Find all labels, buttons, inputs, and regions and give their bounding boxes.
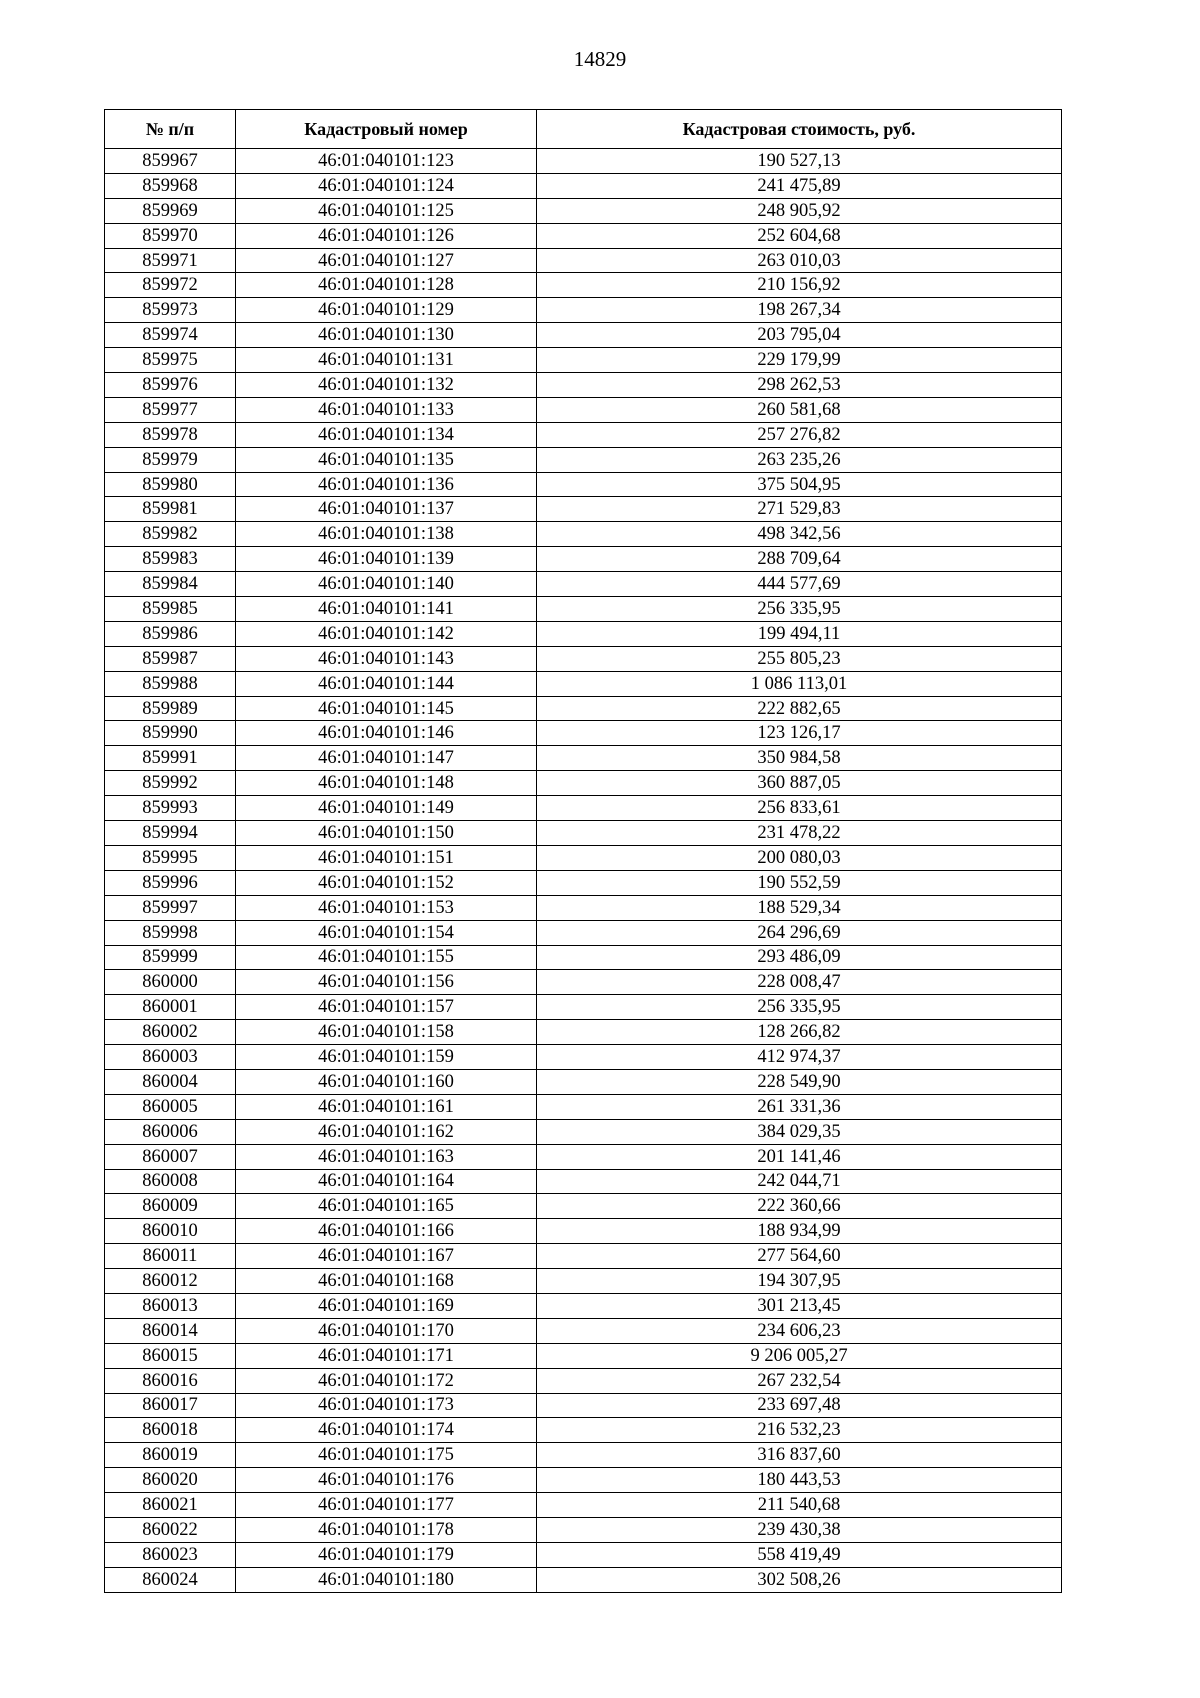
cadastral-number-cell: 46:01:040101:173 <box>236 1393 537 1418</box>
table-row <box>105 1368 1062 1393</box>
table-row <box>105 1069 1062 1094</box>
row-number-cell: 859968 <box>105 173 236 198</box>
row-number-cell: 859976 <box>105 373 236 398</box>
table-row <box>105 970 1062 995</box>
row-number-cell: 859993 <box>105 796 236 821</box>
table-row <box>105 1468 1062 1493</box>
row-number-cell: 859979 <box>105 447 236 472</box>
cadastral-value-cell: 239 430,38 <box>537 1517 1062 1542</box>
cadastral-value-cell: 188 934,99 <box>537 1219 1062 1244</box>
cadastral-number-cell: 46:01:040101:170 <box>236 1318 537 1343</box>
cadastral-number-cell: 46:01:040101:143 <box>236 646 537 671</box>
table-row <box>105 1418 1062 1443</box>
row-number-cell: 859995 <box>105 845 236 870</box>
row-number-cell: 859986 <box>105 621 236 646</box>
table-row <box>105 1443 1062 1468</box>
row-number-cell: 860022 <box>105 1517 236 1542</box>
cadastral-number-cell: 46:01:040101:140 <box>236 572 537 597</box>
cadastral-value-cell: 216 532,23 <box>537 1418 1062 1443</box>
cadastral-value-cell: 384 029,35 <box>537 1119 1062 1144</box>
cadastral-number-cell: 46:01:040101:171 <box>236 1343 537 1368</box>
cadastral-value-cell: 412 974,37 <box>537 1045 1062 1070</box>
table-row <box>105 870 1062 895</box>
cadastral-value-cell: 233 697,48 <box>537 1393 1062 1418</box>
page-number: 14829 <box>573 47 627 71</box>
cadastral-value-cell: 267 232,54 <box>537 1368 1062 1393</box>
table-row <box>105 397 1062 422</box>
cadastral-number-cell: 46:01:040101:153 <box>236 895 537 920</box>
cadastral-value-cell: 210 156,92 <box>537 273 1062 298</box>
row-number-cell: 860020 <box>105 1468 236 1493</box>
cadastral-number-cell: 46:01:040101:150 <box>236 821 537 846</box>
row-number-cell: 860012 <box>105 1269 236 1294</box>
cadastral-number-cell: 46:01:040101:126 <box>236 223 537 248</box>
row-number-cell: 859980 <box>105 472 236 497</box>
table-row <box>105 671 1062 696</box>
row-number-cell: 859998 <box>105 920 236 945</box>
table-header-row <box>105 110 1062 149</box>
cadastral-value-cell: 188 529,34 <box>537 895 1062 920</box>
cadastral-value-cell: 1 086 113,01 <box>537 671 1062 696</box>
cadastral-value-cell: 9 206 005,27 <box>537 1343 1062 1368</box>
row-number-cell: 860018 <box>105 1418 236 1443</box>
table-row <box>105 895 1062 920</box>
cadastral-value-cell: 128 266,82 <box>537 1020 1062 1045</box>
cadastral-number-cell: 46:01:040101:177 <box>236 1493 537 1518</box>
cadastral-value-cell: 200 080,03 <box>537 845 1062 870</box>
cadastral-value-cell: 263 010,03 <box>537 248 1062 273</box>
cadastral-number-cell: 46:01:040101:144 <box>236 671 537 696</box>
table-row <box>105 273 1062 298</box>
row-number-cell: 859996 <box>105 870 236 895</box>
row-number-cell: 859981 <box>105 497 236 522</box>
cadastral-value-cell: 260 581,68 <box>537 397 1062 422</box>
table-row <box>105 1517 1062 1542</box>
table-row <box>105 547 1062 572</box>
cadastral-value-cell: 201 141,46 <box>537 1144 1062 1169</box>
cadastral-number-cell: 46:01:040101:154 <box>236 920 537 945</box>
cadastral-value-cell: 228 008,47 <box>537 970 1062 995</box>
row-number-cell: 860005 <box>105 1094 236 1119</box>
cadastral-value-cell: 123 126,17 <box>537 721 1062 746</box>
row-number-cell: 859967 <box>105 149 236 174</box>
row-number-cell: 860011 <box>105 1244 236 1269</box>
cadastral-value-cell: 229 179,99 <box>537 348 1062 373</box>
table-row <box>105 497 1062 522</box>
cadastral-value-cell: 271 529,83 <box>537 497 1062 522</box>
row-number-cell: 860001 <box>105 995 236 1020</box>
cadastral-number-cell: 46:01:040101:139 <box>236 547 537 572</box>
row-number-cell: 859992 <box>105 771 236 796</box>
cadastral-value-cell: 228 549,90 <box>537 1069 1062 1094</box>
table-row <box>105 1393 1062 1418</box>
row-number-cell: 859991 <box>105 746 236 771</box>
cadastral-number-cell: 46:01:040101:174 <box>236 1418 537 1443</box>
cadastral-number-cell: 46:01:040101:164 <box>236 1169 537 1194</box>
cadastral-number-cell: 46:01:040101:132 <box>236 373 537 398</box>
cadastral-number-cell: 46:01:040101:157 <box>236 995 537 1020</box>
cadastral-value-cell: 293 486,09 <box>537 945 1062 970</box>
table-row <box>105 597 1062 622</box>
table-row <box>105 1542 1062 1567</box>
cadastral-value-cell: 350 984,58 <box>537 746 1062 771</box>
row-number-cell: 859972 <box>105 273 236 298</box>
table-row <box>105 422 1062 447</box>
cadastral-number-cell: 46:01:040101:179 <box>236 1542 537 1567</box>
cadastral-number-cell: 46:01:040101:168 <box>236 1269 537 1294</box>
cadastral-number-cell: 46:01:040101:124 <box>236 173 537 198</box>
row-number-cell: 859977 <box>105 397 236 422</box>
cadastral-number-cell: 46:01:040101:148 <box>236 771 537 796</box>
row-number-cell: 860015 <box>105 1343 236 1368</box>
table-row <box>105 1194 1062 1219</box>
cadastral-value-cell: 261 331,36 <box>537 1094 1062 1119</box>
cadastral-value-cell: 256 335,95 <box>537 995 1062 1020</box>
table-row <box>105 845 1062 870</box>
table-row <box>105 1493 1062 1518</box>
cadastral-value-cell: 222 882,65 <box>537 696 1062 721</box>
table-row <box>105 1169 1062 1194</box>
row-number-cell: 860023 <box>105 1542 236 1567</box>
cadastral-value-cell: 241 475,89 <box>537 173 1062 198</box>
cadastral-value-cell: 264 296,69 <box>537 920 1062 945</box>
cadastral-value-cell: 375 504,95 <box>537 472 1062 497</box>
cadastral-value-cell: 498 342,56 <box>537 522 1062 547</box>
cadastral-number-cell: 46:01:040101:136 <box>236 472 537 497</box>
cadastral-value-cell: 301 213,45 <box>537 1293 1062 1318</box>
row-number-cell: 860003 <box>105 1045 236 1070</box>
cadastral-value-cell: 190 527,13 <box>537 149 1062 174</box>
cadastral-number-cell: 46:01:040101:178 <box>236 1517 537 1542</box>
row-number-cell: 860004 <box>105 1069 236 1094</box>
row-number-cell: 859978 <box>105 422 236 447</box>
cadastral-value-cell: 277 564,60 <box>537 1244 1062 1269</box>
header-cadastral-value: Кадастровая стоимость, руб. <box>537 110 1062 149</box>
cadastral-number-cell: 46:01:040101:162 <box>236 1119 537 1144</box>
table-row <box>105 522 1062 547</box>
cadastral-number-cell: 46:01:040101:158 <box>236 1020 537 1045</box>
row-number-cell: 860021 <box>105 1493 236 1518</box>
row-number-cell: 859970 <box>105 223 236 248</box>
cadastral-number-cell: 46:01:040101:172 <box>236 1368 537 1393</box>
cadastral-number-cell: 46:01:040101:152 <box>236 870 537 895</box>
table-row <box>105 373 1062 398</box>
table-row <box>105 298 1062 323</box>
cadastral-value-cell: 194 307,95 <box>537 1269 1062 1294</box>
cadastral-value-cell: 263 235,26 <box>537 447 1062 472</box>
table-row <box>105 572 1062 597</box>
row-number-cell: 860016 <box>105 1368 236 1393</box>
row-number-cell: 860014 <box>105 1318 236 1343</box>
table-row <box>105 746 1062 771</box>
table-row <box>105 771 1062 796</box>
cadastral-number-cell: 46:01:040101:165 <box>236 1194 537 1219</box>
cadastral-value-cell: 180 443,53 <box>537 1468 1062 1493</box>
cadastral-number-cell: 46:01:040101:129 <box>236 298 537 323</box>
cadastral-value-cell: 242 044,71 <box>537 1169 1062 1194</box>
header-cadastral-number: Кадастровый номер <box>236 110 537 149</box>
table-row <box>105 348 1062 373</box>
table-row <box>105 447 1062 472</box>
cadastral-value-cell: 444 577,69 <box>537 572 1062 597</box>
table-row <box>105 223 1062 248</box>
table-row <box>105 1318 1062 1343</box>
cadastral-value-cell: 316 837,60 <box>537 1443 1062 1468</box>
table-row <box>105 721 1062 746</box>
table-row <box>105 173 1062 198</box>
row-number-cell: 859990 <box>105 721 236 746</box>
cadastral-number-cell: 46:01:040101:123 <box>236 149 537 174</box>
cadastral-number-cell: 46:01:040101:147 <box>236 746 537 771</box>
cadastral-number-cell: 46:01:040101:151 <box>236 845 537 870</box>
cadastral-number-cell: 46:01:040101:169 <box>236 1293 537 1318</box>
table-row <box>105 472 1062 497</box>
cadastral-value-cell: 288 709,64 <box>537 547 1062 572</box>
row-number-cell: 860002 <box>105 1020 236 1045</box>
cadastral-value-cell: 256 335,95 <box>537 597 1062 622</box>
table-row <box>105 646 1062 671</box>
table-row <box>105 1020 1062 1045</box>
cadastral-value-cell: 252 604,68 <box>537 223 1062 248</box>
table-row <box>105 198 1062 223</box>
cadastral-number-cell: 46:01:040101:146 <box>236 721 537 746</box>
cadastral-value-cell: 231 478,22 <box>537 821 1062 846</box>
cadastral-number-cell: 46:01:040101:138 <box>236 522 537 547</box>
row-number-cell: 859984 <box>105 572 236 597</box>
cadastral-value-cell: 558 419,49 <box>537 1542 1062 1567</box>
cadastral-value-cell: 222 360,66 <box>537 1194 1062 1219</box>
cadastral-value-cell: 360 887,05 <box>537 771 1062 796</box>
row-number-cell: 859982 <box>105 522 236 547</box>
table-row <box>105 1119 1062 1144</box>
row-number-cell: 859974 <box>105 323 236 348</box>
cadastral-value-cell: 256 833,61 <box>537 796 1062 821</box>
cadastral-number-cell: 46:01:040101:127 <box>236 248 537 273</box>
row-number-cell: 860008 <box>105 1169 236 1194</box>
cadastral-number-cell: 46:01:040101:155 <box>236 945 537 970</box>
cadastral-value-cell: 203 795,04 <box>537 323 1062 348</box>
cadastral-value-table <box>104 109 1062 1593</box>
row-number-cell: 859975 <box>105 348 236 373</box>
table-row <box>105 945 1062 970</box>
cadastral-number-cell: 46:01:040101:135 <box>236 447 537 472</box>
cadastral-number-cell: 46:01:040101:163 <box>236 1144 537 1169</box>
cadastral-number-cell: 46:01:040101:133 <box>236 397 537 422</box>
table-row <box>105 149 1062 174</box>
cadastral-number-cell: 46:01:040101:166 <box>236 1219 537 1244</box>
table-row <box>105 248 1062 273</box>
cadastral-number-cell: 46:01:040101:159 <box>236 1045 537 1070</box>
cadastral-value-cell: 255 805,23 <box>537 646 1062 671</box>
table-row <box>105 1343 1062 1368</box>
row-number-cell: 859983 <box>105 547 236 572</box>
cadastral-number-cell: 46:01:040101:145 <box>236 696 537 721</box>
table-row <box>105 1144 1062 1169</box>
cadastral-value-cell: 248 905,92 <box>537 198 1062 223</box>
row-number-cell: 859988 <box>105 671 236 696</box>
cadastral-value-cell: 302 508,26 <box>537 1567 1062 1592</box>
row-number-cell: 859973 <box>105 298 236 323</box>
row-number-cell: 860013 <box>105 1293 236 1318</box>
table-row <box>105 1219 1062 1244</box>
row-number-cell: 860009 <box>105 1194 236 1219</box>
row-number-cell: 860024 <box>105 1567 236 1592</box>
row-number-cell: 860007 <box>105 1144 236 1169</box>
cadastral-number-cell: 46:01:040101:142 <box>236 621 537 646</box>
table-row <box>105 1094 1062 1119</box>
table-row <box>105 1244 1062 1269</box>
cadastral-number-cell: 46:01:040101:137 <box>236 497 537 522</box>
cadastral-number-cell: 46:01:040101:149 <box>236 796 537 821</box>
table-row <box>105 621 1062 646</box>
row-number-cell: 859987 <box>105 646 236 671</box>
row-number-cell: 860006 <box>105 1119 236 1144</box>
cadastral-number-cell: 46:01:040101:176 <box>236 1468 537 1493</box>
cadastral-number-cell: 46:01:040101:131 <box>236 348 537 373</box>
row-number-cell: 859997 <box>105 895 236 920</box>
table-row <box>105 821 1062 846</box>
cadastral-value-cell: 211 540,68 <box>537 1493 1062 1518</box>
row-number-cell: 859989 <box>105 696 236 721</box>
cadastral-value-cell: 199 494,11 <box>537 621 1062 646</box>
cadastral-number-cell: 46:01:040101:125 <box>236 198 537 223</box>
cadastral-number-cell: 46:01:040101:134 <box>236 422 537 447</box>
cadastral-number-cell: 46:01:040101:130 <box>236 323 537 348</box>
cadastral-number-cell: 46:01:040101:160 <box>236 1069 537 1094</box>
table-row <box>105 1293 1062 1318</box>
row-number-cell: 860019 <box>105 1443 236 1468</box>
table-row <box>105 1567 1062 1592</box>
cadastral-number-cell: 46:01:040101:167 <box>236 1244 537 1269</box>
cadastral-number-cell: 46:01:040101:161 <box>236 1094 537 1119</box>
table-row <box>105 1045 1062 1070</box>
cadastral-number-cell: 46:01:040101:156 <box>236 970 537 995</box>
cadastral-number-cell: 46:01:040101:180 <box>236 1567 537 1592</box>
row-number-cell: 859999 <box>105 945 236 970</box>
cadastral-number-cell: 46:01:040101:128 <box>236 273 537 298</box>
row-number-cell: 859969 <box>105 198 236 223</box>
cadastral-value-cell: 198 267,34 <box>537 298 1062 323</box>
table-row <box>105 920 1062 945</box>
row-number-cell: 859994 <box>105 821 236 846</box>
row-number-cell: 860000 <box>105 970 236 995</box>
cadastral-value-cell: 298 262,53 <box>537 373 1062 398</box>
cadastral-value-cell: 234 606,23 <box>537 1318 1062 1343</box>
table-row <box>105 323 1062 348</box>
row-number-cell: 859971 <box>105 248 236 273</box>
table-body <box>105 149 1062 1593</box>
table-row <box>105 1269 1062 1294</box>
cadastral-number-cell: 46:01:040101:141 <box>236 597 537 622</box>
cadastral-value-cell: 257 276,82 <box>537 422 1062 447</box>
table-row <box>105 796 1062 821</box>
row-number-cell: 860017 <box>105 1393 236 1418</box>
table-row <box>105 696 1062 721</box>
row-number-cell: 860010 <box>105 1219 236 1244</box>
table-row <box>105 995 1062 1020</box>
header-row-number: № п/п <box>105 110 236 149</box>
cadastral-number-cell: 46:01:040101:175 <box>236 1443 537 1468</box>
cadastral-value-cell: 190 552,59 <box>537 870 1062 895</box>
row-number-cell: 859985 <box>105 597 236 622</box>
